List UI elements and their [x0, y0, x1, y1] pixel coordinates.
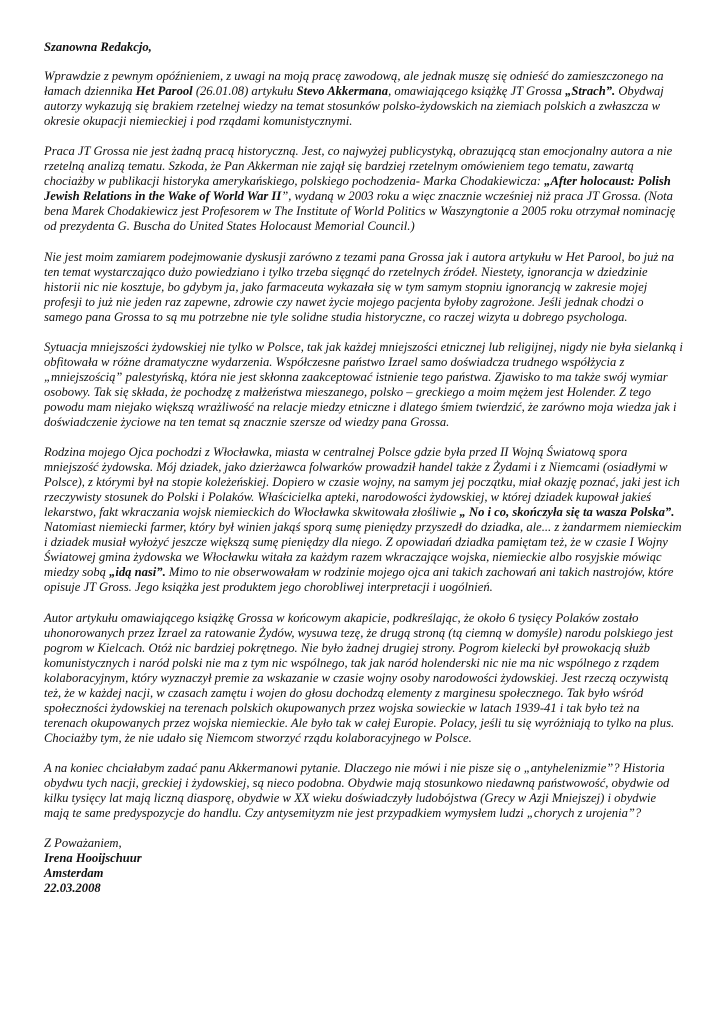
paragraph-4: Sytuacja mniejszości żydowskiej nie tylko w Polsce, tak jak każdej mniejszości etnicznej lub religijnej, nigdy nie była sielanką i obfitowała w różne dramatyczne wydarzenia. Współczesne państwo Izrael samo doświadcza trudnego współżycia z „mniejszością” palestyńską, która nie jest skłonna zaakceptować istnienie tego państwa. Zjawisko to ma także swój wymiar osobowy. Tak się składa, że pochodzę z małżeństwa mieszanego, polsko – greckiego a moim mężem jest Holender. Z tego powodu mam niejako większą wrażliwość na relacje miedzy etniczne i dlatego śmiem twierdzić, że zarówno moja wiedza jak i doświadczenie życiowe na ten temat są znacznie szersze od wiedzy pana Grossa. — [44, 339, 683, 429]
paragraph-6: Autor artykułu omawiającego książkę Grossa w końcowym akapicie, podkreślając, że około 6 tysięcy Polaków zostało uhonorowanych przez Izrael za ratowanie Żydów, wysuwa tezę, że drugą stroną (tą ciemną w domyśle) narodu polskiego jest pogrom w Kielcach. Otóż nic bardziej pokrętnego. Nie było żadnej drugiej strony. Pogrom kielecki był prowokacją służb komunistycznych i naród polski nie ma z tym nic wspólnego, tak jak naród holenderski nic nie ma nic wspólnego z rządem kolaboracyjnym, który wyznaczył premie za wskazanie w czasie wojny osoby narodowości żydowskiej. Jest rzeczą oczywistą też, że w każdej nacji, w czasach zamętu i wojen do głosu dochodzą elementy z marginesu społecznego. Tak było wśród społeczności żydowskiej na terenach polskich okupowanych przez wojska sowieckie w latach 1939-41 i tak było też na terenach okupowanych przez wojska niemieckie. Ale było tak w całej Europie. Polacy, jeśli tu się wyróżniają to tylko na plus. Chociażby tym, że nie udało się Niemcom stworzyć rządu kolaboracyjnego w Polsce. — [44, 610, 675, 745]
salutation: Szanowna Redakcjo, — [44, 40, 152, 54]
p2-text-c: ”, wydaną w 2003 roku a więc znacznie wcześniej niż praca JT Grossa. (Nota bena Marek Chodakiewicz jest Profesorem w The Institute of World Politics w Waszyngtonie a 2005 roku otrzymał nominację od prezydenta G. Buscha do United States Holocaust Memorial Council.) — [44, 189, 676, 234]
p1-text-g: Obydwaj autorzy wykazują się brakiem rzetelnej wiedzy na temat stosunków polsko-żydowskich na ziemiach polskich a zwłaszcza w okresie okupacji niemieckiej i pod rządami komunistycznymi. — [44, 84, 664, 129]
p5-text-a: Rodzina mojego Ojca pochodzi z Włocławka, miasta w centralnej Polsce gdzie była przed II Wojną Światową spora mniejszość żydowska. Mój dziadek, jako dzierżawca folwarków prowadził handel także z Żydami i z Niemcami (osiadłymi w Polsce), z którymi był na stopie koleżeńskiej. Dopiero w czasie wojny, na samym jej początku, miał okazję poznać, jaki jest ich rzeczywisty stosunek do Polski i Polaków. Właścicielka apteki, narodowości żydowskiej, w której dziadek kupował jakieś lekarstwo, fakt wkraczania wojsk niemieckich do Włocławka skwitowała złośliwie — [44, 445, 680, 520]
paragraph-1 — [44, 69, 684, 129]
signature-name: Irena Hooijschuur — [44, 851, 142, 866]
p5-text-c: Natomiast niemiecki farmer, który był winien jakąś sporą sumę pieniędzy przyszedł do dziadka, ale... z żandarmem niemieckim i dziadek musiał wyłożyć jeszcze większą sumę pieniędzy dla niego. Z opowiadań dziadka pamiętam też, że w czasie I Wojny Światowej gmina żydowska we Włocławku witała za każdym razem wkraczające wojska, niemieckie albo rosyjskie mówiąc miedzy sobą — [44, 520, 682, 580]
paragraph-7: A na koniec chciałabym zadać panu Akkermanowi pytanie. Dlaczego nie mówi i nie pisze się o „antyhelenizmie”? Historia obydwu tych nacji, greckiej i żydowskiej, są nieco podobna. Obydwie mają stosunkowo niedawną państwowość, obydwie od kilku tysięcy lat mają liczną diasporę, obydwie w XX wieku doświadczyły ludobójstwa (Grecy w Azji Mniejszej) i obydwie mają te same predyspozycje do handlu. Czy antysemityzm nie jest przypadkiem wymysłem ludzi „chorych z urojenia”? — [44, 760, 670, 821]
newspaper-name: Het Parool — [135, 84, 193, 99]
paragraph-5 — [44, 445, 684, 595]
p1-text-a: Wprawdzie z pewnym opóźnieniem, z uwagi na moją pracę zawodową, ale jednak muszę się odnieść do zamieszczonego na łamach dziennika — [44, 69, 664, 99]
signature-date: 22.03.2008 — [44, 881, 101, 896]
signature-city: Amsterdam — [44, 866, 104, 881]
paragraph-2 — [44, 144, 684, 234]
p2-text-a: Praca JT Grossa nie jest żadną pracą historyczną. Jest, co najwyżej publicystyką, obrazującą stan emocjonalny autora a nie rzetelną analizą tematu. Szkoda, że Pan Akkerman nie zajął się bardziej rzetelnym omówieniem tego tematu, zawartą chociażby w publikacji historyka amerykańskiego, polskiego pochodzenia- Marka Chodakiewicza: — [44, 144, 673, 189]
quote-pharmacist: „ No i co, skończyła się ta wasza Polska”. — [459, 505, 675, 520]
p5-text-e: Mimo to nie obserwowałam w rodzinie mojego ojca ani takich zachowań ani takich nastrojów, które opisuje JT Gross. Jego książka jest produktem jego chorobliwej interpretacji i uogólnień. — [44, 565, 674, 595]
p1-text-c: (26.01.08) artykułu — [192, 84, 297, 99]
closing-block — [44, 836, 684, 896]
author-name: Stevo Akkermana — [296, 84, 389, 99]
quote-ida-nasi: „idą nasi”. — [109, 565, 166, 580]
book-title: „Strach”. — [565, 84, 616, 99]
p1-text-e: , omawiającego książkę JT Grossa — [388, 84, 566, 99]
letter-page — [44, 40, 684, 896]
paragraph-3: Nie jest moim zamiarem podejmowanie dyskusji zarówno z tezami pana Grossa jak i autora artykułu w Het Parool, bo już na ten temat wystarczająco dużo powiedziano i tylko trzeba sięgnąć do rzetelnych źródeł. Niestety, ignorancja w dziedzinie historii nic nie kosztuje, bo gdybym ja, jako farmaceuta wykazała się w tym samym stopniu ignorancją w zakresie mojej profesji to już nie jeden raz zapewne, zdrowie czy nawet życie mojego pacjenta byłoby zagrożone. Jeśli jednak chodzi o samego pana Grossa to są mu potrzebne nie tyle solidne studia historyczne, co raczej wizyta u dobrego psychologa. — [44, 249, 675, 324]
cited-book-title: „After holocaust: Polish Jewish Relations in the Wake of World War II — [44, 174, 671, 204]
closing-regards: Z Poważaniem, — [44, 836, 122, 851]
